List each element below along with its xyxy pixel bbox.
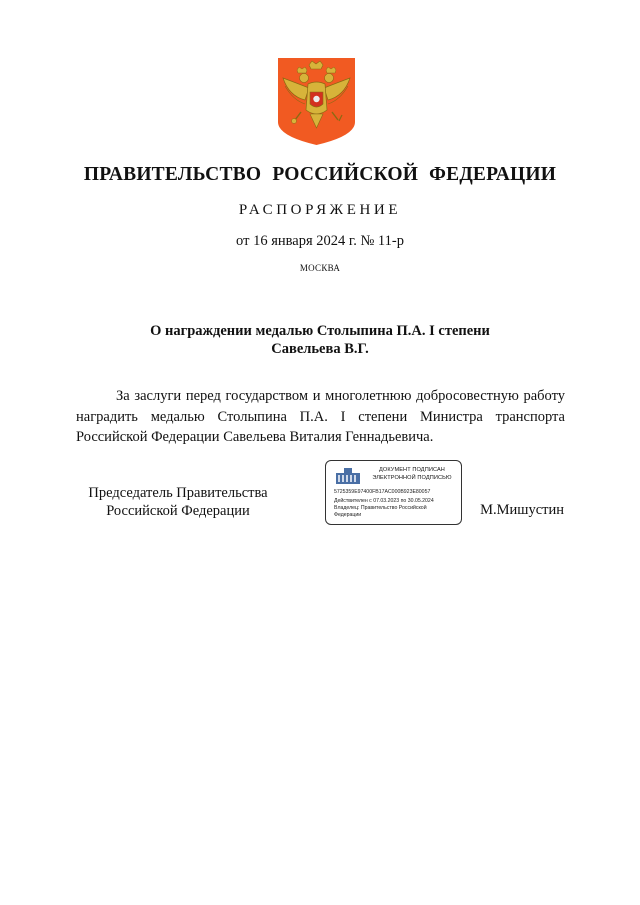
signer-name: М.Мишустин	[480, 502, 564, 518]
signer-position-line-1: Председатель Правительства	[88, 485, 268, 501]
stamp-validity: Действителен с 07.03.2023 по 30.05.2024	[334, 498, 434, 504]
stamp-title	[364, 467, 460, 482]
stamp-owner-line-1: Владелец: Правительство Российской	[334, 505, 427, 511]
government-building-icon	[334, 467, 362, 485]
document-city: МОСКВА	[299, 263, 341, 273]
signer-position	[72, 484, 284, 520]
signer-position-line-2: Российской Федерации	[106, 503, 250, 519]
stamp-certificate: 5725359E97400FB17AC000B923E80057	[334, 489, 431, 495]
document-date-number: от 16 января 2024 г. № 11-р	[236, 233, 404, 249]
stamp-title-line-1: ДОКУМЕНТ ПОДПИСАН	[379, 467, 445, 473]
document-title: ПРАВИТЕЛЬСТВО РОССИЙСКОЙ ФЕДЕРАЦИИ	[83, 164, 557, 185]
subject-line-2: Савельева В.Г.	[271, 341, 369, 357]
document-type: РАСПОРЯЖЕНИЕ	[238, 202, 402, 218]
document-subject	[100, 322, 540, 358]
document-body: За заслуги перед государством и многолетнюю добросовестную работу наградить медалью Столыпина П.А. I степени Министра транспорта Российской Федерации Савельева Виталия Геннадьевича.	[76, 388, 565, 445]
stamp-owner-line-2: Федерации	[334, 512, 362, 518]
electronic-signature-stamp	[325, 460, 462, 525]
subject-line-1: О награждении медалью Столыпина П.А. I степени	[150, 323, 490, 339]
stamp-title-line-2: ЭЛЕКТРОННОЙ ПОДПИСЬЮ	[372, 474, 452, 481]
russian-coat-of-arms-icon	[275, 56, 358, 146]
